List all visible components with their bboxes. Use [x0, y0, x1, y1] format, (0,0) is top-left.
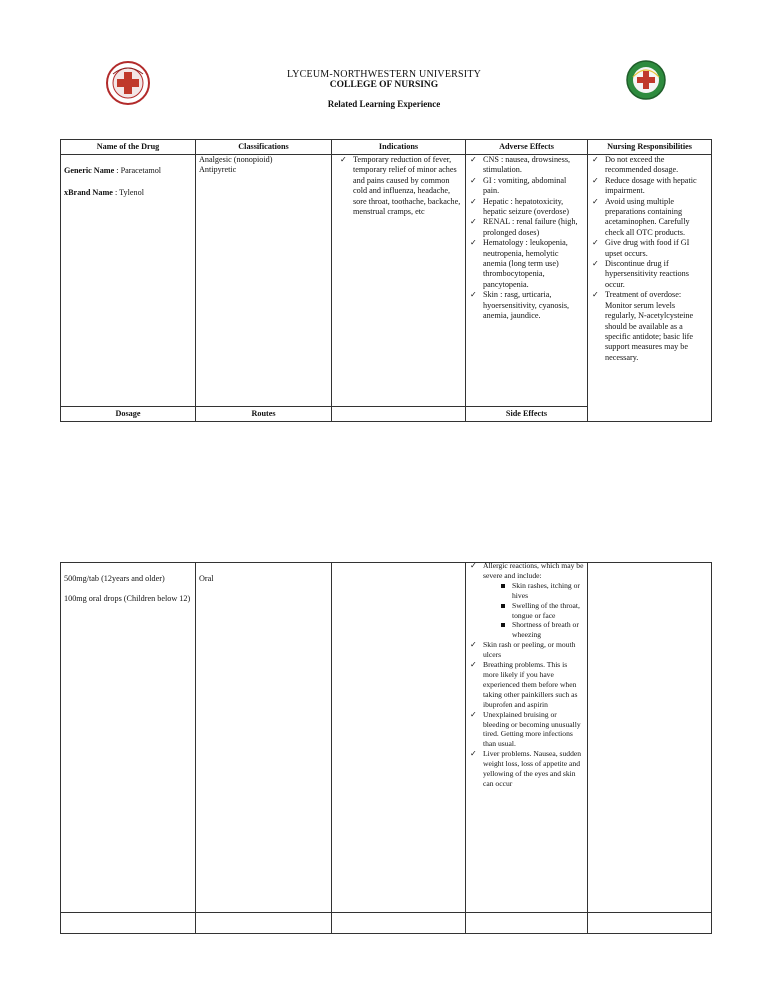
document-subtitle: Related Learning Experience [327, 99, 441, 109]
nursing-item: ✓ Do not exceed the recommended dosage. [591, 155, 708, 176]
drug-study-table [60, 139, 712, 422]
side-effect-item: ✓ Breathing problems. This is more likely if you have experienced them before when taking other painkillers such as ibuprofen and aspirin [469, 660, 584, 710]
classification-item: Antipyretic [199, 165, 237, 175]
drug-name-cell [61, 155, 196, 407]
allergic-subitem: Swelling of the throat, tongue or face [499, 601, 584, 621]
adverse-effect-item: ✓ GI : vomiting, abdominal pain. [469, 176, 584, 197]
empty-cell [588, 913, 712, 934]
allergic-subitem: Skin rashes, itching or hives [499, 581, 584, 601]
generic-name: Generic Name : Paracetamol [64, 166, 162, 175]
side-effect-item: ✓ Skin rash or peeling, or mouth ulcers [469, 640, 584, 660]
empty-cell [588, 563, 712, 913]
empty-cell [332, 913, 466, 934]
adverse-effect-item: ✓ Skin : rasg, urticaria, hyoersensitivity, cyanosis, anemia, jaundice. [469, 290, 584, 321]
empty-cell [61, 913, 196, 934]
empty-cell [196, 913, 332, 934]
header-dosage: Dosage [61, 407, 196, 422]
dosage-table [60, 562, 712, 934]
dosage-cell [61, 563, 196, 913]
college-name: COLLEGE OF NURSING [329, 80, 439, 90]
header-empty [332, 407, 466, 422]
nursing-responsibilities-cell [588, 155, 712, 422]
header-nursing-responsibilities: Nursing Responsibilities [588, 140, 712, 155]
empty-cell [332, 563, 466, 913]
brand-name: xBrand Name : Tylenol [64, 188, 145, 198]
adverse-effect-item: ✓ Hepatic : hepatotoxicity, hepatic seizure (overdose) [469, 197, 584, 218]
header-side-effects: Side Effects [466, 407, 588, 422]
classification-item: Analgesic (nonopioid) [199, 155, 273, 164]
dosage-item: 100mg oral drops (Children below 12) [64, 594, 191, 604]
adverse-effect-item: ✓ Hematology : leukopenia, neutropenia, hemolytic anemia (long term use) thrombocytopenia, pancytopenia. [469, 238, 584, 290]
nursing-item: ✓ Reduce dosage with hepatic impairment. [591, 176, 708, 197]
side-effect-item: ✓ Allergic reactions, which may be severe and include: Skin rashes, itching or hives Swelling of the throat, tongue or face Shortness of breath or wheezing [469, 561, 584, 640]
classifications-cell [196, 155, 332, 407]
adverse-effects-cell [466, 155, 588, 407]
nursing-item: ✓ Treatment of overdose: Monitor serum levels regularly, N-acetylcysteine should be available as a specific antidote; basic life support measures may be necessary. [591, 290, 708, 363]
header-routes: Routes [196, 407, 332, 422]
header-classifications: Classifications [196, 140, 332, 155]
side-effect-item: ✓ Liver problems. Nausea, sudden weight loss, loss of appetite and yellowing of the eyes and skin can occur [469, 749, 584, 789]
empty-cell [466, 913, 588, 934]
adverse-effect-item: ✓ RENAL : renal failure (high, prolonged doses) [469, 217, 584, 238]
nursing-item: ✓ Avoid using multiple preparations containing acetaminophen. Carefully check all OTC products. [591, 197, 708, 239]
dosage-item: 500mg/tab (12years and older) [64, 574, 165, 583]
indication-item: ✓ Temporary reduction of fever, temporary relief of minor aches and pains caused by common cold and influenza, headache, sore throat, toothache, backache, menstrual cramps, etc [339, 155, 462, 217]
header-indications: Indications [332, 140, 466, 155]
side-effects-cell [466, 563, 588, 913]
university-name: LYCEUM-NORTHWESTERN UNIVERSITY [286, 69, 482, 80]
indications-cell [332, 155, 466, 407]
route-value: Oral [199, 574, 214, 583]
header-drug-name: Name of the Drug [61, 140, 196, 155]
route-cell [196, 563, 332, 913]
nursing-item: ✓ Give drug with food if GI upset occurs. [591, 238, 708, 259]
nursing-item: ✓ Discontinue drug if hypersensitivity reactions occur. [591, 259, 708, 290]
side-effect-item: ✓ Unexplained bruising or bleeding or becoming unusually tired. Getting more infections than usual. [469, 710, 584, 750]
allergic-subitem: Shortness of breath or wheezing [499, 620, 584, 640]
header-adverse-effects: Adverse Effects [466, 140, 588, 155]
adverse-effect-item: ✓ CNS : nausea, drowsiness, stimulation. [469, 155, 584, 176]
